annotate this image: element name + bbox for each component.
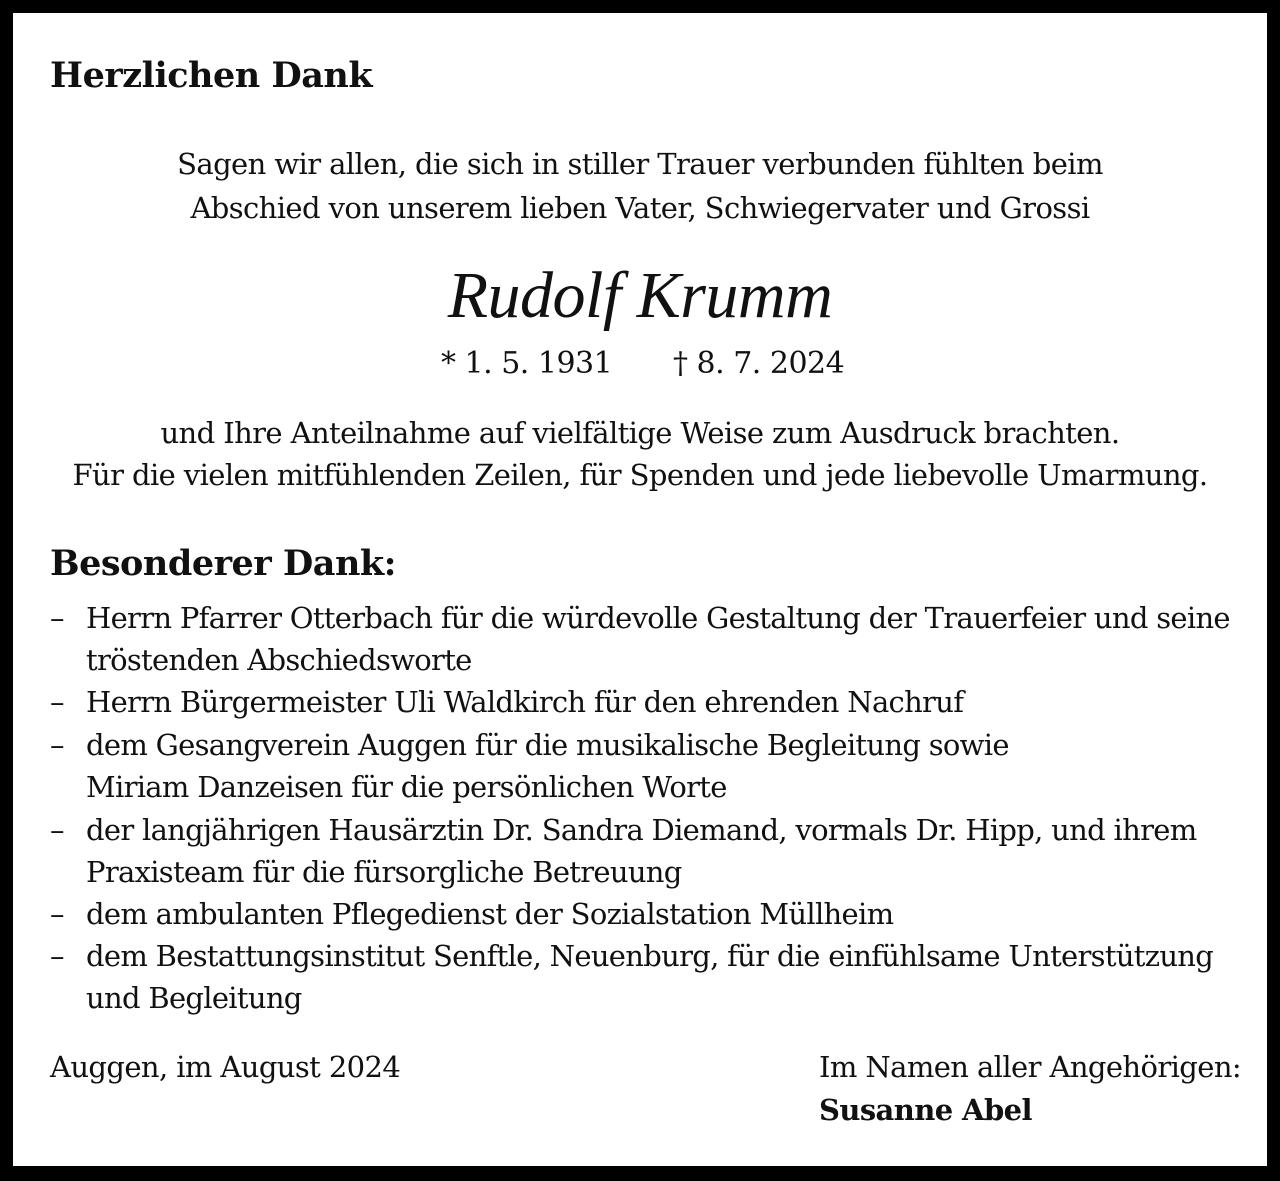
list-item-line: dem ambulanten Pflegedienst der Sozialstation Müllheim bbox=[86, 897, 894, 931]
list-bullet: – bbox=[50, 728, 65, 762]
closing-line-2: Für die vielen mitfühlenden Zeilen, für Spenden und jede liebevolle Umarmung. bbox=[72, 458, 1208, 492]
list-item-line: Praxisteam für die fürsorgliche Betreuung bbox=[86, 855, 682, 889]
list-item-line: dem Bestattungsinstitut Senftle, Neuenburg, für die einfühlsame Unterstützung bbox=[86, 939, 1214, 973]
list-item bbox=[86, 893, 893, 935]
list-item-line: dem Gesangverein Auggen für die musikalische Begleitung sowie bbox=[86, 728, 1009, 762]
list-item-line: Herrn Pfarrer Otterbach für die würdevolle Gestaltung der Trauerfeier und seine bbox=[86, 601, 1230, 635]
list-bullet: – bbox=[50, 601, 65, 635]
list-item-line: Herrn Bürgermeister Uli Waldkirch für den ehrenden Nachruf bbox=[86, 685, 964, 719]
closing-line-1: und Ihre Anteilnahme auf vielfältige Weise zum Ausdruck brachten. bbox=[160, 416, 1120, 450]
list-bullet: – bbox=[50, 813, 65, 847]
list-item bbox=[86, 935, 1213, 1019]
list-item-line: tröstenden Abschiedsworte bbox=[86, 643, 472, 677]
place-date: Auggen, im August 2024 bbox=[50, 1050, 401, 1084]
list-item bbox=[86, 681, 963, 723]
deceased-name: Rudolf Krumm bbox=[447, 259, 833, 332]
page-title: Herzlichen Dank bbox=[50, 55, 373, 96]
list-item bbox=[86, 809, 1197, 893]
list-item-line: der langjährigen Hausärztin Dr. Sandra Diemand, vormals Dr. Hipp, und ihrem bbox=[86, 813, 1197, 847]
death-date: † 8. 7. 2024 bbox=[673, 346, 845, 381]
list-item bbox=[86, 597, 1230, 681]
birth-date: * 1. 5. 1931 bbox=[441, 346, 613, 381]
special-thanks-heading: Besonderer Dank: bbox=[50, 543, 397, 584]
signatory-name: Susanne Abel bbox=[819, 1093, 1032, 1127]
list-item bbox=[86, 724, 1009, 808]
list-item-line: und Begleitung bbox=[86, 981, 302, 1015]
list-bullet: – bbox=[50, 897, 65, 931]
intro-line-2: Abschied von unserem lieben Vater, Schwiegervater und Grossi bbox=[190, 191, 1090, 225]
list-bullet: – bbox=[50, 685, 65, 719]
list-item-line: Miriam Danzeisen für die persönlichen Worte bbox=[86, 770, 727, 804]
list-bullet: – bbox=[50, 939, 65, 973]
on-behalf-line: Im Namen aller Angehörigen: bbox=[819, 1050, 1242, 1084]
intro-line-1: Sagen wir allen, die sich in stiller Trauer verbunden fühlten beim bbox=[177, 147, 1103, 181]
